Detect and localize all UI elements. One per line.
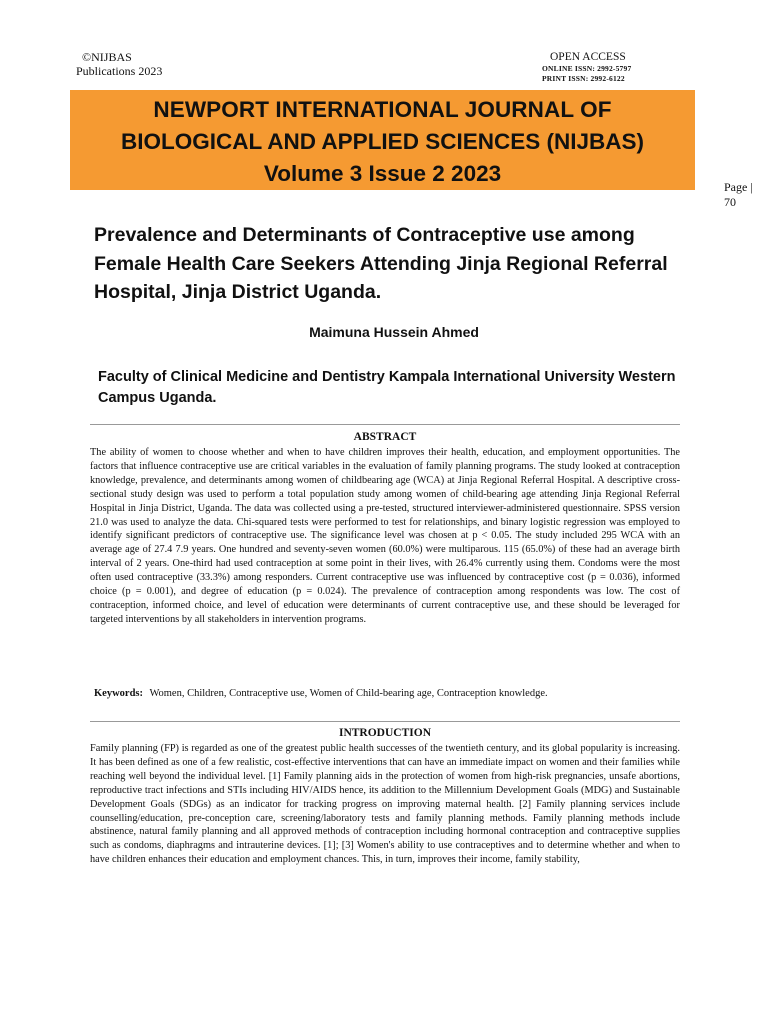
article-title: Prevalence and Determinants of Contraceptive use among Female Health Care Seekers Attending Jinja Regional Referral Hospital, Jinja District Uganda. <box>94 224 668 303</box>
open-access-label: OPEN ACCESS <box>550 51 626 63</box>
print-issn: PRINT ISSN: 2992-6122 <box>542 74 625 83</box>
online-issn: ONLINE ISSN: 2992-5797 <box>542 64 632 73</box>
keywords-text: Women, Children, Contraceptive use, Women of Child-bearing age, Contraception knowledge. <box>149 688 548 699</box>
access-info-block <box>540 50 631 84</box>
introduction-heading: INTRODUCTION <box>338 727 431 739</box>
page-number-block <box>724 180 753 210</box>
publications-year: Publications 2023 <box>76 64 163 78</box>
keywords-line <box>94 688 684 699</box>
author-affiliation: Faculty of Clinical Medicine and Dentistry Kampala International University Western Campus Uganda. <box>98 369 676 406</box>
journal-banner <box>70 90 695 190</box>
introduction-top-rule <box>90 721 680 722</box>
page-label: Page | <box>724 180 753 194</box>
volume-issue: Volume 3 Issue 2 2023 <box>263 161 502 186</box>
author-name: Maimuna Hussein Ahmed <box>309 324 479 340</box>
abstract-text: The ability of women to choose whether and when to have children improves their health, education, and employment opportunities. The factors that influence contraceptive use are critical variables in the evaluation of family planning programs. The study looked at contraception knowledge, prevalence, and determinants among women of childbearing age (WCA) at Jinja Regional Referral Hospital. A descriptive cross-sectional study design was used to perform a total population study among women of child-bearing age attending Jinja Regional Referral Hospital in Jinja District, Uganda. The data was collected using a pre-tested, structured interviewer-administered questionnaire. SPSS version 21.0 was used to analyze the data. Chi-squared tests were performed to test for relationships, and binary logistic regression was employed to identify significant predictors of contraceptive use. The significance level was chosen at p < 0.05. The study included 295 WCA with an average age of 27.4 7.9 years. One hundred and seventy-seven women (60.0%) were multiparous. 115 (65.0%) of these had an average birth interval of 2 years. One-third had used contraception at some point in their lives, with 26.4% currently using them. Condoms were the most often used contraceptive (33.3%) among responders. Current contraceptive use was influenced by contraceptive cost (p = 0.036), informed choice (p = 0.001), and degree of education (p = 0.024). The prevalence of contraception among respondents was low. The cost of contraception, informed choice, and level of education were determinants of current contraceptive use, and these should be leveraged for targeted interventions by all stakeholders in intervention programs. <box>90 447 680 625</box>
abstract-heading: ABSTRACT <box>353 431 417 443</box>
abstract-top-rule <box>90 424 680 425</box>
page-number: 70 <box>724 195 736 209</box>
journal-name-line1: NEWPORT INTERNATIONAL JOURNAL OF <box>153 97 612 122</box>
copyright-text: ©NIJBAS <box>82 50 132 64</box>
journal-name-line2: BIOLOGICAL AND APPLIED SCIENCES (NIJBAS) <box>121 129 644 154</box>
keywords-label: Keywords: <box>94 688 143 699</box>
journal-copyright-block <box>76 50 162 78</box>
introduction-text: Family planning (FP) is regarded as one of the greatest public health successes of the twentieth century, and its global popularity is increasing. It has been defined as one of a few realistic, cost-effective interventions that can have an immediate impact on women and their families while reaching well beyond the individual level. [1] Family planning aids in the protection of women from high-risk pregnancies, unsafe abortions, reproductive tract infections and STIs including HIV/AIDS hence, its addition to the Millennium Development Goals (MDG) and Sustainable Development Goals (SDGs) as an indicator for tracking progress on improving maternal health. [2] Family planning services include counselling/education, pre-conception care, screening/laboratory tests and family planning methods. Family planning methods include abstinence, natural family planning and all approved methods of contraception including hormonal contraception and contraceptive supplies such as condoms, diaphragms and intrauterine devices. [1]; [3] Women's ability to use contraceptives and to determine whether and when to have children enhances their education and employment chances. This, in turn, improves their income, family stability, <box>90 743 680 866</box>
